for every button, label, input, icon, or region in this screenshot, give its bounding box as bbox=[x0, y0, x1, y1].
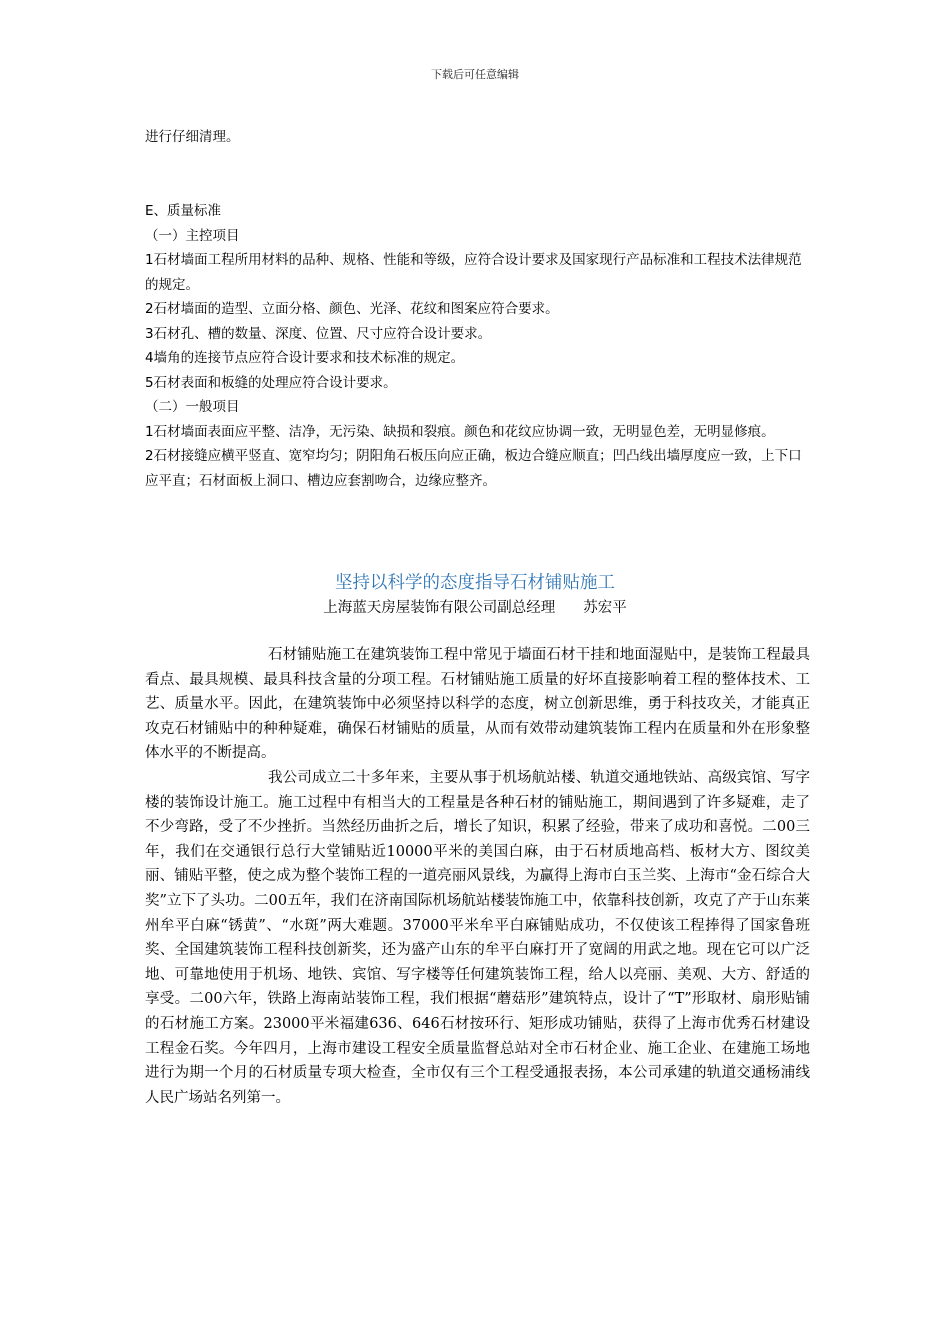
list-item: 2石材接缝应横平竖直、宽窄均匀；阴阳角石板压向应正确，板边合缝应顺直；凹凸线出墙厚度应一致，上下口应平直；石材面板上洞口、槽边应套割吻合，边缘应整齐。 bbox=[145, 448, 802, 489]
section-heading: E、质量标准 bbox=[145, 203, 222, 219]
quality-standards-section bbox=[145, 199, 810, 493]
list-item: 2石材墙面的造型、立面分格、颜色、光泽、花纹和图案应符合要求。 bbox=[145, 301, 559, 317]
subsection-heading-main: （一）主控项目 bbox=[145, 227, 240, 244]
list-item: 5石材表面和板缝的处理应符合设计要求。 bbox=[145, 374, 397, 391]
list-item: 3石材孔、槽的数量、深度、位置、尺寸应符合设计要求。 bbox=[145, 325, 492, 342]
article-byline bbox=[0, 596, 950, 617]
paragraph: 石材铺贴施工在建筑装饰工程中常见于墙面石材干挂和地面湿贴中，是装饰工程最具看点、最具规模、最具科技含量的分项工程。石材铺贴施工质量的好坏直接影响着工程的整体技术、工艺、质量水平。因此，在建筑装饰中必须坚持以科学的态度，树立创新思维，勇于科技攻关，才能真正攻克石材铺贴中的种种疑难，确保石材铺贴的质量，从而有效带动建筑装饰工程内在质量和外在形象整体水平的不断提高。 bbox=[145, 647, 810, 762]
page-header: 下载后可任意编辑 bbox=[431, 68, 519, 81]
article-title: 坚持以科学的态度指导石材铺贴施工 bbox=[335, 573, 615, 593]
list-item: 4墙角的连接节点应符合设计要求和技术标准的规定。 bbox=[145, 350, 465, 366]
list-item: 1石材墙面表面应平整、洁净，无污染、缺损和裂痕。颜色和花纹应协调一致，无明显色差，无明显修痕。 bbox=[145, 423, 775, 440]
author-name: 苏宏平 bbox=[583, 600, 627, 616]
list-item: 1石材墙面工程所用材料的品种、规格、性能和等级，应符合设计要求及国家现行产品标准和工程技术法律规范的规定。 bbox=[145, 252, 802, 293]
article-body bbox=[145, 643, 810, 1110]
paragraph: 进行仔细清理。 bbox=[145, 129, 240, 145]
subsection-heading-general: （二）一般项目 bbox=[145, 399, 240, 415]
author-affiliation: 上海蓝天房屋装饰有限公司副总经理 bbox=[323, 600, 556, 616]
section-intro-tail bbox=[145, 125, 810, 150]
paragraph: 我公司成立二十多年来，主要从事于机场航站楼、轨道交通地铁站、高级宾馆、写字楼的装饰设计施工。施工过程中有相当大的工程量是各种石材的铺贴施工，期间遇到了许多疑难，走了不少弯路，受了不少挫折。当然经历曲折之后，增长了知识，积累了经验，带来了成功和喜悦。二00三年，我们在交通银行总行大堂铺贴近10000平米的美国白麻，由于石材质地高档、板材大方、图纹美丽、铺贴平整，使之成为整个装饰工程的一道亮丽风景线，为赢得上海市白玉兰奖、上海市“金石综合大奖”立下了头功。二00五年，我们在济南国际机场航站楼装饰施工中，依靠科技创新，攻克了产于山东莱州牟平白麻“锈黄”、“水斑”两大难题。37000平米牟平白麻铺贴成功，不仅使该工程捧得了国家鲁班奖、全国建筑装饰工程科技创新奖，还为盛产山东的牟平白麻打开了宽阔的用武之地。现在它可以广泛地、可靠地使用于机场、地铁、宾馆、写字楼等任何建筑装饰工程，给人以亮丽、美观、大方、舒适的享受。二00六年，铁路上海南站装饰工程，我们根据“蘑菇形”建筑特点，设计了“T”形取材、扇形贴铺的石材施工方案。23000平米福建636、646石材按环行、矩形成功铺贴，获得了上海市优秀石材建设工程金石奖。今年四月，上海市建设工程安全质量监督总站对全市石材企业、施工企业、在建施工场地进行为期一个月的石材质量专项大检查，全市仅有三个工程受通报表扬，本公司承建的轨道交通杨浦线人民广场站名列第一。 bbox=[145, 769, 810, 1106]
